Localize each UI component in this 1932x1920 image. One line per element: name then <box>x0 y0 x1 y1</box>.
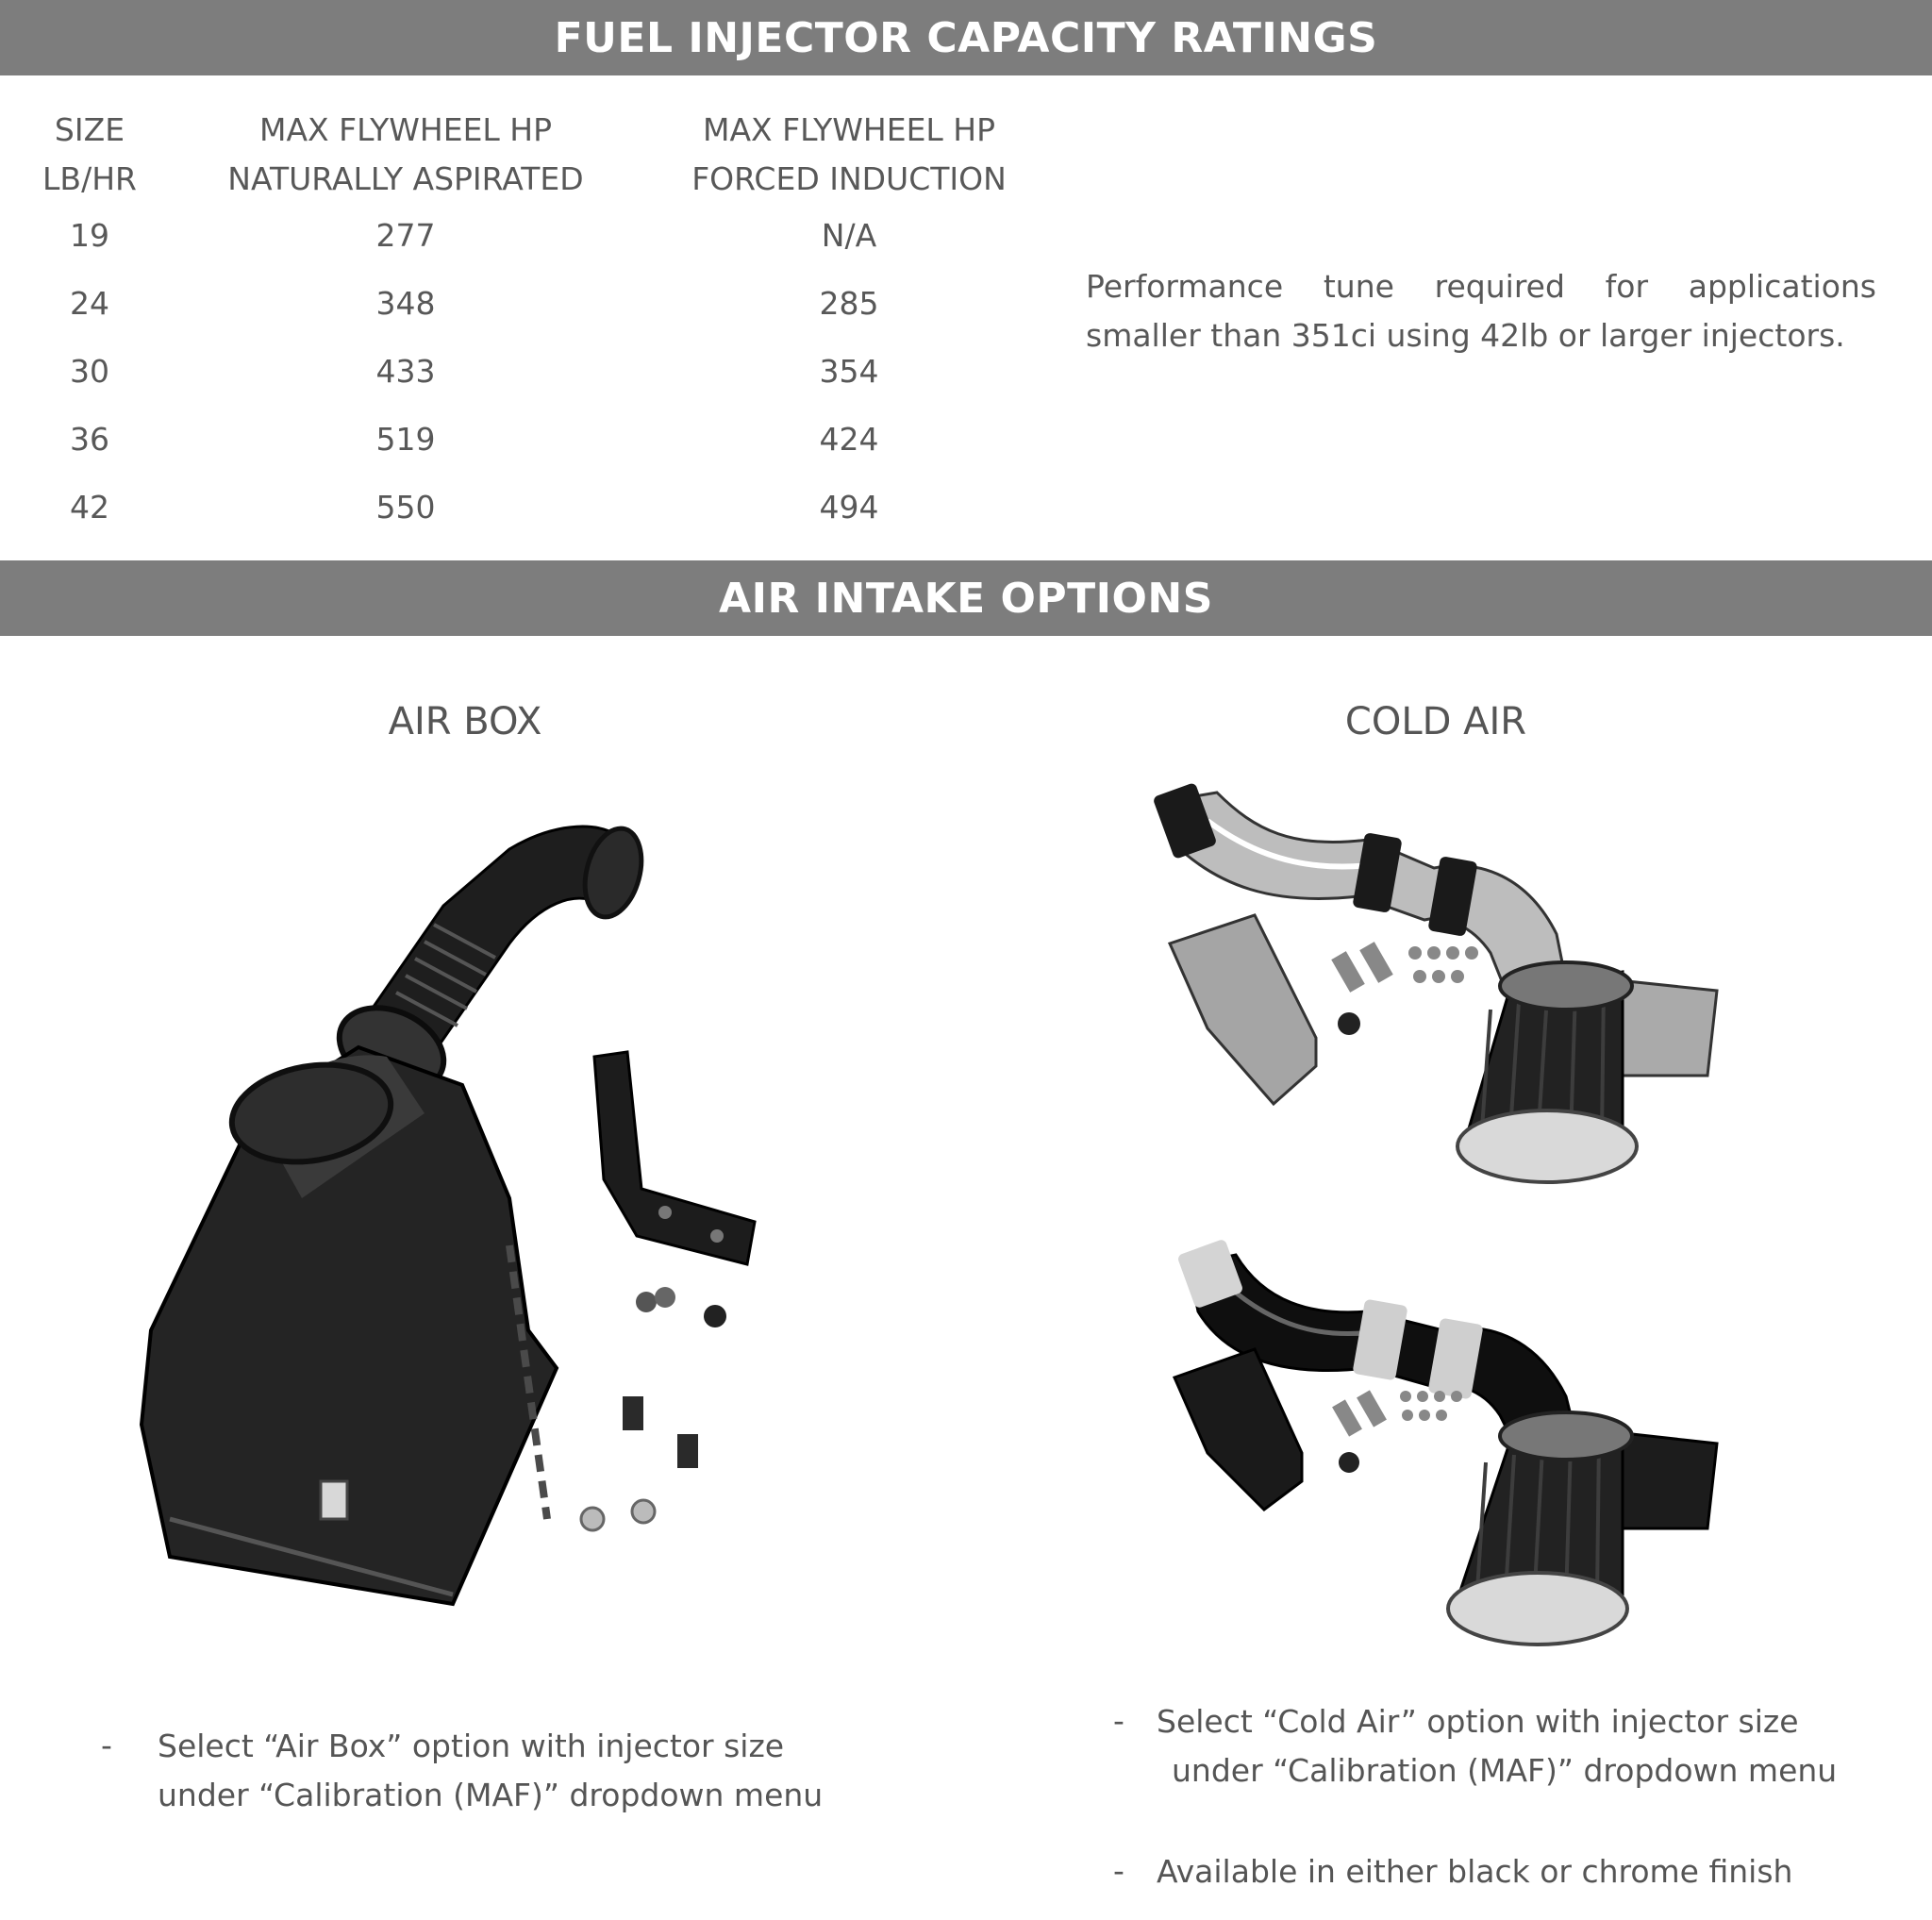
air-box-kit-image <box>113 802 792 1632</box>
cell-na: 433 <box>375 353 436 390</box>
fuel-injector-title: FUEL INJECTOR CAPACITY RATINGS <box>554 13 1378 62</box>
cell-na: 348 <box>375 285 436 322</box>
cold-air-bullet1-line2: under “Calibration (MAF)” dropdown menu <box>1172 1752 1838 1789</box>
header-forced-induction: MAX FLYWHEEL HP FORCED INDUCTION <box>691 111 1007 197</box>
cell-size: 42 <box>70 489 109 526</box>
cold-air-bullet1-line1: Select “Cold Air” option with injector size <box>1157 1703 1799 1740</box>
fuel-injector-banner <box>0 0 1932 75</box>
performance-tune-note: Performance tune required for applications smaller than 351ci using 42lb or larger injectors. <box>1086 268 1876 354</box>
cell-fi: 494 <box>819 489 879 526</box>
header-naturally-aspirated: MAX FLYWHEEL HP NATURALLY ASPIRATED <box>227 111 584 197</box>
cold-air-bullet2-dash: - <box>1113 1852 1124 1889</box>
cell-fi: N/A <box>821 217 877 254</box>
cold-air-black-kit-image <box>1160 1227 1726 1679</box>
cold-air-bullet-dash: - <box>1113 1702 1124 1739</box>
air-box-bullet-line1: Select “Air Box” option with injector size <box>158 1728 785 1764</box>
air-intake-title: AIR INTAKE OPTIONS <box>719 574 1213 623</box>
cell-size: 30 <box>70 353 109 390</box>
cell-na: 519 <box>375 421 436 458</box>
cell-na: 277 <box>375 217 436 254</box>
cell-na: 550 <box>375 489 436 526</box>
cell-size: 24 <box>70 285 109 322</box>
cell-size: 36 <box>70 421 109 458</box>
cell-fi: 354 <box>819 353 879 390</box>
header-size: SIZE LB/HR <box>42 111 137 197</box>
air-box-bullet-dash: - <box>101 1727 112 1763</box>
cell-size: 19 <box>70 217 109 254</box>
air-intake-banner <box>0 560 1932 636</box>
cell-fi: 424 <box>819 421 879 458</box>
air-box-bullet-line2: under “Calibration (MAF)” dropdown menu <box>158 1777 824 1813</box>
air-box-title: AIR BOX <box>388 700 542 743</box>
cold-air-bullet2: Available in either black or chrome finish <box>1157 1853 1793 1890</box>
cold-air-title: COLD AIR <box>1344 700 1527 743</box>
cold-air-chrome-kit-image <box>1151 755 1736 1208</box>
cell-fi: 285 <box>819 285 879 322</box>
